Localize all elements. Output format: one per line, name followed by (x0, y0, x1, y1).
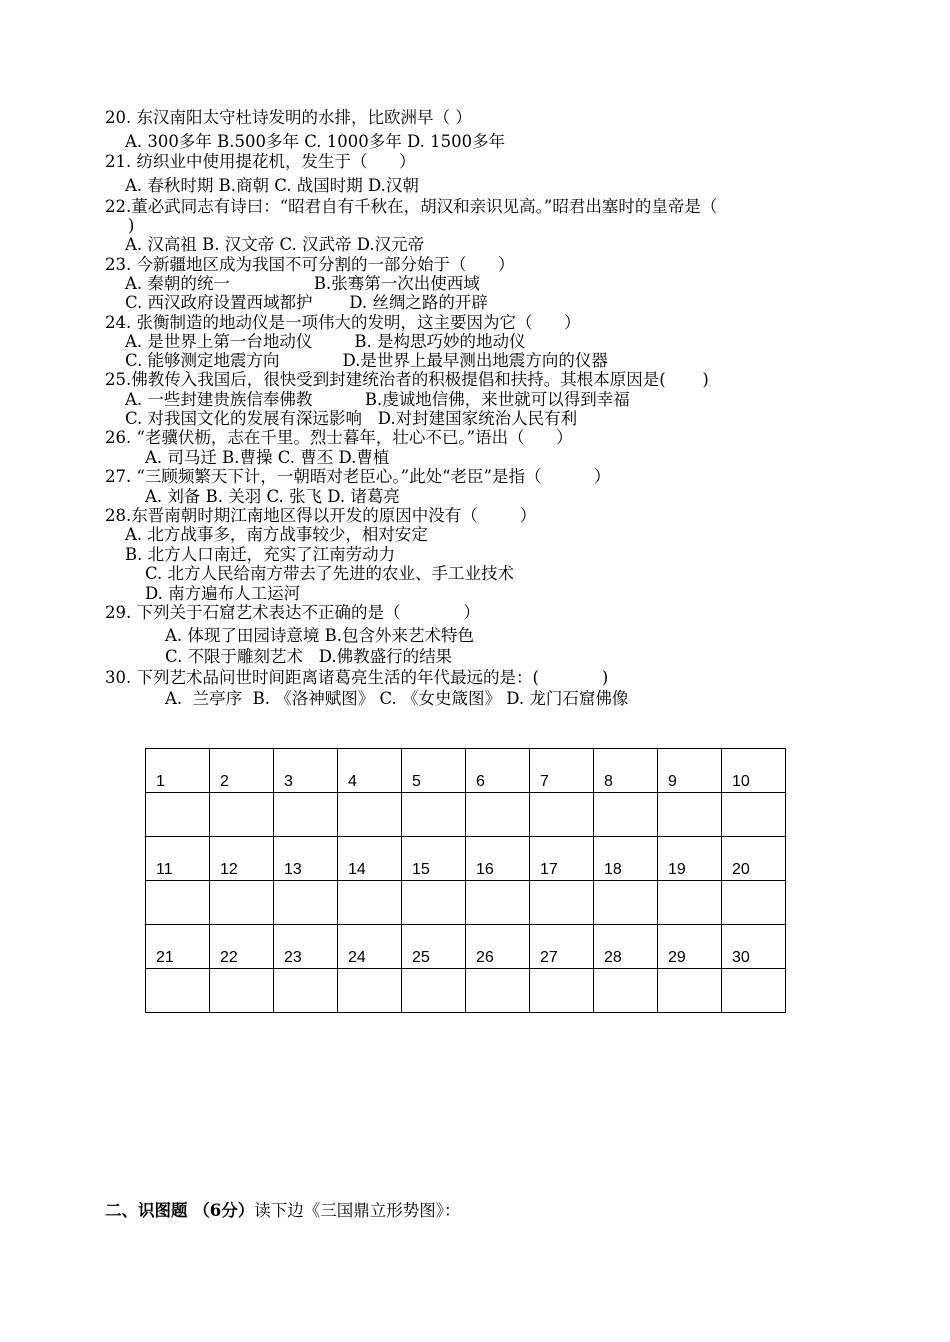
table-cell-number: 14 (338, 837, 402, 881)
options-27: A. 刘备 B. 关羽 C. 张飞 D. 诸葛亮 (145, 487, 400, 506)
question-23: 23. 今新疆地区成为我国不可分割的一部分始于（ ） (105, 255, 515, 274)
question-26: 26. “老骥伏枥，志在千里。烈士暮年，壮心不已。”语出（ ） (105, 428, 573, 447)
question-29: 29. 下列关于石窟艺术表达不正确的是（ ） (105, 603, 480, 622)
table-cell-number: 5 (402, 749, 466, 793)
question-21: 21. 纺织业中使用提花机，发生于（ ） (105, 152, 416, 171)
answer-cell[interactable] (594, 969, 658, 1013)
answer-cell[interactable] (530, 881, 594, 925)
options-26: A. 司马迁 B.曹操 C. 曹丕 D.曹植 (145, 448, 390, 467)
option-28-c: C. 北方人民给南方带去了先进的农业、手工业技术 (145, 564, 515, 583)
table-row-answers (146, 881, 786, 925)
options-24-cd: C. 能够测定地震方向 D.是世界上最早测出地震方向的仪器 (125, 351, 608, 370)
table-cell-number: 3 (274, 749, 338, 793)
table-row-numbers (146, 925, 786, 969)
table-cell-number: 9 (658, 749, 722, 793)
options-23-cd: C. 西汉政府设置西域都护 D. 丝绸之路的开辟 (125, 293, 488, 312)
options-21: A. 春秋时期 B.商朝 C. 战国时期 D.汉朝 (125, 176, 419, 195)
table-row-answers (146, 969, 786, 1013)
table-row-numbers (146, 837, 786, 881)
option-28-b: B. 北方人口南迁，充实了江南劳动力 (125, 545, 396, 564)
table-cell-number: 1 (146, 749, 210, 793)
table-cell-number: 25 (402, 925, 466, 969)
options-30: A. 兰亭序 B. 《洛神赋图》 C. 《女史箴图》 D. 龙门石窟佛像 (165, 689, 629, 708)
answer-cell[interactable] (466, 969, 530, 1013)
answer-cell[interactable] (338, 881, 402, 925)
option-28-d: D. 南方遍布人工运河 (145, 584, 301, 603)
options-23-ab: A. 秦朝的统一 B.张骞第一次出使西域 (125, 274, 480, 293)
table-cell-number: 19 (658, 837, 722, 881)
table-cell-number: 4 (338, 749, 402, 793)
answer-cell[interactable] (402, 793, 466, 837)
options-25-cd: C. 对我国文化的发展有深远影响 D.对封建国家统治人民有利 (125, 409, 578, 428)
table-cell-number: 20 (722, 837, 786, 881)
table-cell-number: 21 (146, 925, 210, 969)
table-cell-number: 16 (466, 837, 530, 881)
table-cell-number: 23 (274, 925, 338, 969)
table-cell-number: 24 (338, 925, 402, 969)
table-cell-number: 22 (210, 925, 274, 969)
table-cell-number: 7 (530, 749, 594, 793)
question-20: 20. 东汉南阳太守杜诗发明的水排，比欧洲早（ ） (105, 108, 472, 127)
answer-cell[interactable] (722, 793, 786, 837)
question-22-cont: ) (128, 216, 135, 235)
options-22: A. 汉高祖 B. 汉文帝 C. 汉武帝 D.汉元帝 (125, 235, 425, 254)
table-row-numbers (146, 749, 786, 793)
answer-cell[interactable] (594, 881, 658, 925)
answer-cell[interactable] (146, 881, 210, 925)
section-2-text: 读下边《三国鼎立形势图》： (254, 1201, 461, 1220)
answer-cell[interactable] (146, 969, 210, 1013)
question-25: 25.佛教传入我国后，很快受到封建统治者的积极提倡和扶持。其根本原因是( ) (105, 370, 709, 389)
table-cell-number: 27 (530, 925, 594, 969)
answer-cell[interactable] (466, 793, 530, 837)
options-20: A. 300多年 B.500多年 C. 1000多年 D. 1500多年 (125, 132, 506, 151)
answer-cell[interactable] (530, 969, 594, 1013)
answer-cell[interactable] (530, 793, 594, 837)
options-25-ab: A. 一些封建贵族信奉佛教 B.虔诚地信佛，来世就可以得到幸福 (125, 390, 630, 409)
table-cell-number: 15 (402, 837, 466, 881)
answer-cell[interactable] (658, 881, 722, 925)
table-cell-number: 2 (210, 749, 274, 793)
table-cell-number: 26 (466, 925, 530, 969)
question-30: 30. 下列艺术品问世时间距离诸葛亮生活的年代最远的是：( ) (105, 668, 609, 687)
answer-cell[interactable] (210, 793, 274, 837)
answer-cell[interactable] (722, 969, 786, 1013)
table-row-answers (146, 793, 786, 837)
answer-cell[interactable] (594, 793, 658, 837)
answer-cell[interactable] (274, 793, 338, 837)
options-24-ab: A. 是世界上第一台地动仪 B. 是构思巧妙的地动仪 (125, 332, 526, 351)
options-29-ab: A. 体现了田园诗意境 B.包含外来艺术特色 (165, 626, 475, 645)
answer-cell[interactable] (274, 969, 338, 1013)
answer-cell[interactable] (338, 793, 402, 837)
table-cell-number: 17 (530, 837, 594, 881)
answer-cell[interactable] (338, 969, 402, 1013)
answer-cell[interactable] (402, 881, 466, 925)
question-27: 27. “三顾频繁天下计，一朝晤对老臣心。”此处“老臣”是指（ ） (105, 467, 611, 486)
section-2-heading (105, 1201, 460, 1221)
table-cell-number: 29 (658, 925, 722, 969)
options-29-cd: C. 不限于雕刻艺术 D.佛教盛行的结果 (165, 647, 453, 666)
table-cell-number: 12 (210, 837, 274, 881)
answer-cell[interactable] (402, 969, 466, 1013)
question-24: 24. 张衡制造的地动仪是一项伟大的发明，这主要因为它（ ） (105, 313, 581, 332)
table-cell-number: 8 (594, 749, 658, 793)
table-cell-number: 11 (146, 837, 210, 881)
table-cell-number: 6 (466, 749, 530, 793)
question-28: 28.东晋南朝时期江南地区得以开发的原因中没有（ ） (105, 506, 537, 525)
table-cell-number: 13 (274, 837, 338, 881)
table-cell-number: 18 (594, 837, 658, 881)
question-22: 22.董必武同志有诗曰：“昭君自有千秋在，胡汉和亲识见高。”昭君出塞时的皇帝是（ (105, 197, 718, 216)
table-cell-number: 10 (722, 749, 786, 793)
table-cell-number: 30 (722, 925, 786, 969)
answer-cell[interactable] (658, 793, 722, 837)
section-2-title: 二、识图题 （6分） (105, 1201, 255, 1220)
answer-cell[interactable] (146, 793, 210, 837)
answer-cell[interactable] (274, 881, 338, 925)
answer-cell[interactable] (722, 881, 786, 925)
option-28-a: A. 北方战事多，南方战事较少，相对安定 (125, 525, 428, 544)
answer-cell[interactable] (466, 881, 530, 925)
answer-cell[interactable] (658, 969, 722, 1013)
answer-cell[interactable] (210, 969, 274, 1013)
answer-cell[interactable] (210, 881, 274, 925)
answer-table (145, 748, 786, 1013)
table-cell-number: 28 (594, 925, 658, 969)
